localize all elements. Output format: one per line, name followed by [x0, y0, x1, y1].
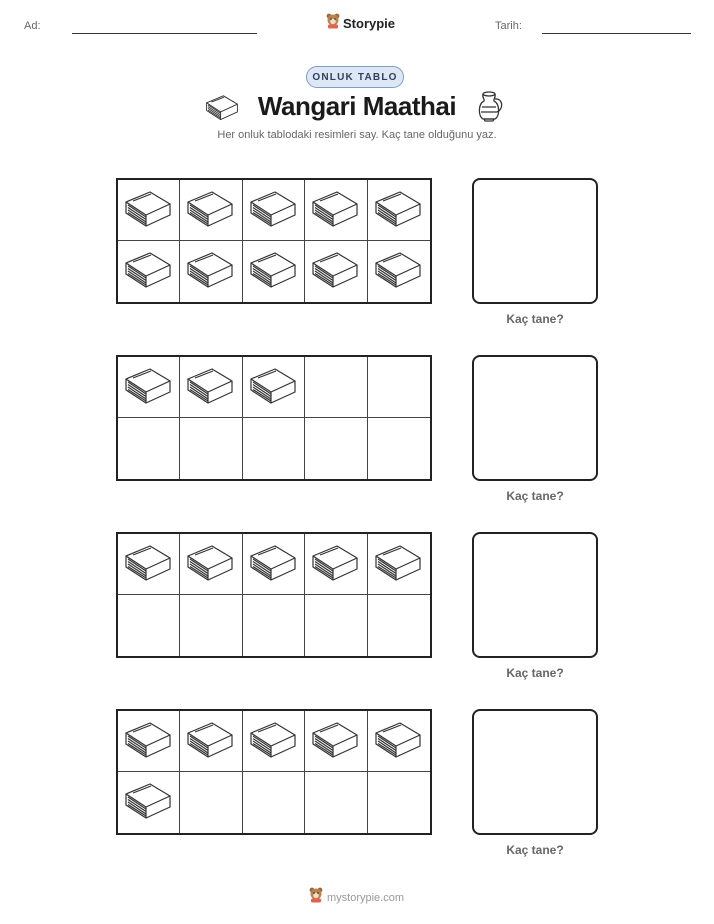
ten-frame-cell — [118, 418, 180, 479]
answer-label-1: Kaç tane? — [506, 312, 564, 326]
footer-url[interactable]: mystorypie.com — [327, 891, 405, 904]
name-label: Ad: — [24, 20, 41, 32]
answer-box-4[interactable] — [472, 709, 598, 835]
ten-frame-2 — [116, 355, 432, 481]
ten-frame-4 — [116, 709, 432, 835]
ten-frame-cell — [243, 595, 305, 656]
page-title: Wangari Maathai — [257, 91, 457, 121]
ten-frame-cell — [180, 357, 242, 418]
ten-frame-cell — [180, 711, 242, 772]
ten-frame-cell — [243, 418, 305, 479]
ten-frame-1 — [116, 178, 432, 304]
ten-frame-cell — [305, 711, 367, 772]
ten-frame-cell — [305, 180, 367, 241]
worksheet-type-badge: ONLUK TABLO — [306, 66, 404, 88]
ten-frame-cell — [118, 534, 180, 595]
ten-frame-cell — [118, 711, 180, 772]
ten-frame-cell — [305, 357, 367, 418]
ten-frame-cell — [118, 772, 180, 833]
answer-box-1[interactable] — [472, 178, 598, 304]
ten-frame-cell — [243, 534, 305, 595]
ten-frame-cell — [180, 595, 242, 656]
ten-frame-3 — [116, 532, 432, 658]
instructions: Her onluk tablodaki resimleri say. Kaç tane olduğunu yaz. — [217, 129, 497, 141]
ten-frame-cell — [180, 241, 242, 302]
ten-frame-cell — [243, 772, 305, 833]
ten-frame-cell — [180, 180, 242, 241]
ten-frame-cell — [368, 534, 430, 595]
ten-frame-cell — [305, 595, 367, 656]
ten-frame-cell — [180, 534, 242, 595]
ten-frame-cell — [305, 241, 367, 302]
ten-frame-cell — [180, 418, 242, 479]
ten-frame-cell — [243, 180, 305, 241]
ten-frame-cell — [305, 772, 367, 833]
ten-frame-cell — [180, 772, 242, 833]
answer-label-4: Kaç tane? — [506, 843, 564, 857]
ten-frame-cell — [243, 241, 305, 302]
brand-logo — [326, 13, 395, 34]
answer-label-2: Kaç tane? — [506, 489, 564, 503]
ten-frame-cell — [243, 711, 305, 772]
bear-mascot-icon — [326, 13, 340, 34]
answer-box-2[interactable] — [472, 355, 598, 481]
date-line[interactable] — [542, 33, 691, 34]
ten-frame-cell — [118, 357, 180, 418]
ten-frame-cell — [368, 711, 430, 772]
ten-frame-cell — [118, 180, 180, 241]
name-line[interactable] — [72, 33, 257, 34]
ten-frame-cell — [368, 180, 430, 241]
jug-icon — [476, 90, 504, 127]
ten-frame-cell — [243, 357, 305, 418]
ten-frame-cell — [118, 241, 180, 302]
answer-label-3: Kaç tane? — [506, 666, 564, 680]
date-label: Tarih: — [495, 20, 522, 32]
ten-frame-cell — [368, 595, 430, 656]
ten-frame-cell — [368, 418, 430, 479]
brand-name: Storypie — [343, 16, 396, 31]
footer — [309, 887, 404, 908]
ten-frame-cell — [118, 595, 180, 656]
ten-frame-cell — [368, 772, 430, 833]
ten-frame-cell — [305, 534, 367, 595]
ten-frame-cell — [368, 357, 430, 418]
bear-mascot-icon — [309, 887, 323, 908]
ten-frame-cell — [305, 418, 367, 479]
answer-box-3[interactable] — [472, 532, 598, 658]
ten-frame-cell — [368, 241, 430, 302]
